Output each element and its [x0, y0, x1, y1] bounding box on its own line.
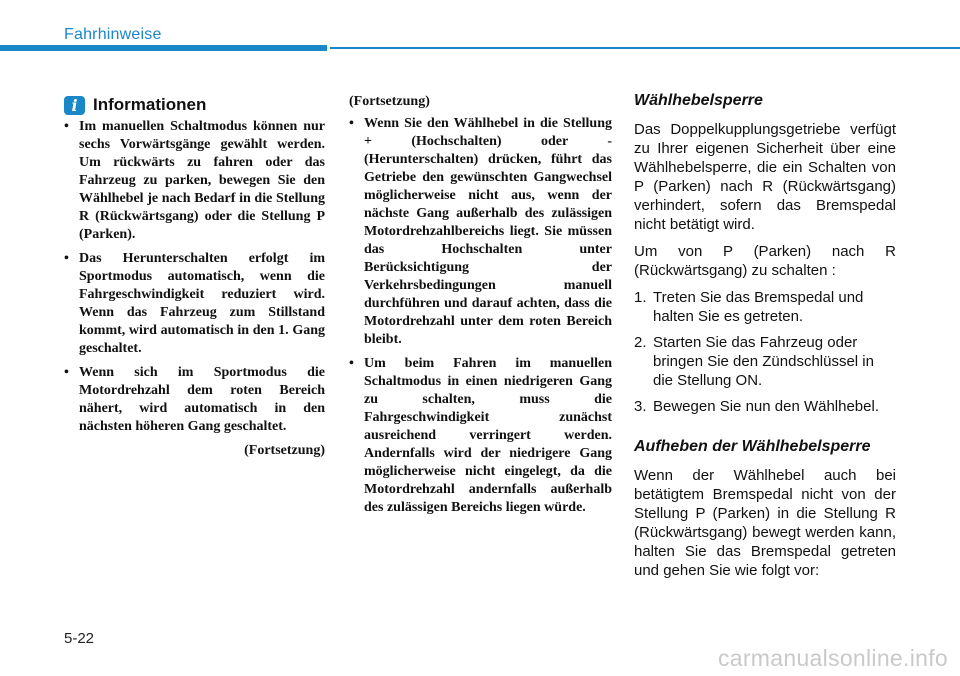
info-heading [64, 94, 325, 116]
info-column-left [64, 94, 325, 460]
info-title: Informationen [93, 95, 207, 114]
page-number: 5-22 [64, 630, 95, 647]
step-number: 2. [634, 334, 647, 351]
continued-note: (Fortsetzung) [244, 443, 325, 458]
section-header-title: Fahrhinweise [64, 26, 162, 43]
info-bullet-list [64, 118, 325, 436]
info-bullet-list-continued [349, 115, 612, 517]
header-rule-thick [0, 45, 327, 51]
header-rule-thin [330, 47, 960, 49]
main-column-right [634, 92, 896, 588]
info-bullet: • Wenn sich im Sportmodus die Motordrehzahl dem roten Bereich nähert, wird automatisch in den nächsten höheren Gang geschaltet. [64, 364, 325, 436]
watermark-text: carmanualsonline.info [717, 645, 948, 671]
list-item [634, 397, 896, 416]
step-text: Starten Sie das Fahrzeug oder bringen Sie den Zündschlüssel in die Stellung ON. [653, 334, 874, 389]
lock-section-title: Wählhebelsperre [634, 92, 763, 109]
release-section-title: Aufheben der Wählhebelsperre [634, 438, 871, 455]
continued-label: (Fortsetzung) [349, 94, 430, 109]
info-bullet: • Wenn Sie den Wählhebel in die Stellung + (Hochschalten) oder - (Herunterschalten) drücken, führt das Getriebe den gewünschten Gangwechsel möglicherweise nicht aus, wenn der nächste Gang außerhalb des zulässigen Motordrehzahlbereichs liegt. Sie müssen das Hochschalten unter Berücksichtigung der Verkehrsbedingungen manuell durchführen und darauf achten, dass die Motordrehzahl unter dem roten Bereich bleibt. [349, 115, 612, 349]
release-paragraph: Wenn der Wählhebel auch bei betätigtem Bremspedal nicht von der Stellung P (Parken) in die Stellung R (Rückwärtsgang) bewegt werden kann, halten Sie das Bremspedal getreten und gehen Sie wie folgt vor: [634, 467, 896, 579]
step-text: Treten Sie das Bremspedal und halten Sie es getreten. [653, 289, 864, 325]
lock-steps-list [634, 288, 896, 416]
info-icon: i [64, 96, 85, 115]
list-item [634, 333, 896, 390]
lock-intro-paragraph: Um von P (Parken) nach R (Rückwärtsgang) zu schalten : [634, 243, 896, 279]
step-text: Bewegen Sie nun den Wählhebel. [653, 398, 879, 415]
list-item [634, 288, 896, 326]
info-bullet: • Im manuellen Schaltmodus können nur sechs Vorwärtsgänge gewählt werden. Um rückwärts zu fahren oder das Fahrzeug zu parken, bewegen Sie den Wählhebel je nach Bedarf in die Stellung R (Rückwärtsgang) oder die Stellung P (Parken). [64, 118, 325, 244]
info-column-middle [349, 93, 612, 523]
info-bullet: • Um beim Fahren im manuellen Schaltmodus in einen niedrigeren Gang zu schalten, muss die Fahrgeschwindigkeit zunächst ausreichend verringert werden. Andernfalls wird der niedrigere Gang möglicherweise nicht eingelegt, da die Motordrehzahl andernfalls außerhalb des zulässigen Bereichs liegen würde. [349, 355, 612, 517]
lock-paragraph: Das Doppelkupplungsgetriebe verfügt zu Ihrer eigenen Sicherheit über eine Wählhebelsperre, die ein Schalten von P (Parken) nach R (Rückwärtsgang) verhindert, sofern das Bremspedal nicht betätigt wird. [634, 121, 896, 233]
step-number: 1. [634, 289, 647, 306]
step-number: 3. [634, 398, 647, 415]
info-bullet: • Das Herunterschalten erfolgt im Sportmodus automatisch, wenn die Fahrgeschwindigkeit reduziert wird. Wenn das Fahrzeug zum Stillstand kommt, wird automatisch in den 1. Gang geschaltet. [64, 250, 325, 358]
